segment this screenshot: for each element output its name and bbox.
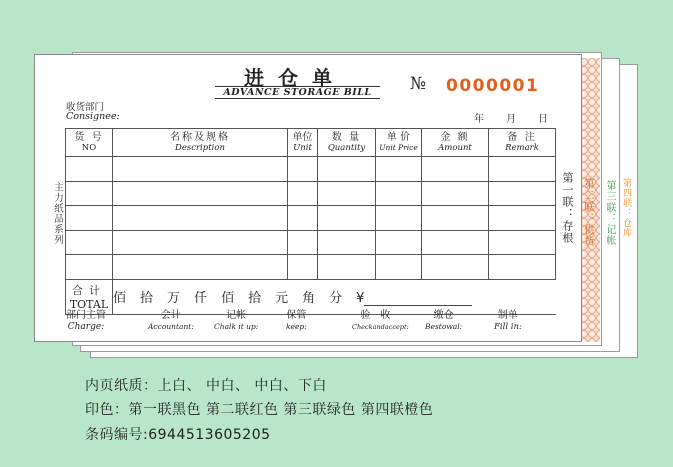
sig-keep: 保管 keep: bbox=[286, 310, 307, 331]
cell[interactable] bbox=[113, 255, 288, 280]
caption-barcode: 条码编号:6944513605205 bbox=[85, 427, 271, 443]
cell[interactable] bbox=[489, 230, 556, 255]
form-title-en: ADVANCE STORAGE BILL bbox=[215, 86, 380, 99]
cell[interactable] bbox=[318, 181, 376, 206]
header-cell: 单 价 Unit Price bbox=[376, 129, 422, 157]
cell[interactable] bbox=[318, 157, 376, 182]
cell[interactable] bbox=[66, 230, 113, 255]
cell[interactable] bbox=[113, 206, 288, 231]
sig-check: 验收 Checkandaccept: bbox=[352, 310, 409, 331]
yen-sign: ¥ bbox=[356, 291, 365, 306]
cell[interactable] bbox=[422, 206, 489, 231]
cell[interactable] bbox=[318, 206, 376, 231]
cell[interactable] bbox=[489, 255, 556, 280]
amount-in-words[interactable] bbox=[113, 279, 556, 314]
unit-char: 万 bbox=[167, 291, 181, 306]
items-table bbox=[65, 128, 556, 315]
date-year: 年 bbox=[474, 114, 484, 125]
cell[interactable] bbox=[489, 206, 556, 231]
unit-char: 佰 bbox=[221, 291, 235, 306]
yen-amount-line[interactable] bbox=[364, 293, 472, 306]
cell[interactable] bbox=[66, 181, 113, 206]
date-month: 月 bbox=[506, 114, 516, 125]
cell[interactable] bbox=[376, 206, 422, 231]
cell[interactable] bbox=[66, 255, 113, 280]
table-header bbox=[66, 129, 556, 157]
header-cell: 单位 Unit bbox=[288, 129, 318, 157]
cell[interactable] bbox=[288, 255, 318, 280]
unit-char: 角 bbox=[302, 291, 316, 306]
cell[interactable] bbox=[66, 206, 113, 231]
cell[interactable] bbox=[489, 181, 556, 206]
cell[interactable] bbox=[113, 230, 288, 255]
cell[interactable] bbox=[422, 255, 489, 280]
sig-chalk: 记帐 Chalk it up: bbox=[214, 310, 259, 331]
header-cell: 备 注 Remark bbox=[489, 129, 556, 157]
cell[interactable] bbox=[422, 230, 489, 255]
header-cell: 金 额 Amount bbox=[422, 129, 489, 157]
caption-paper: 内页纸质：上白、 中白、 中白、下白 bbox=[85, 378, 327, 394]
unit-char: 仟 bbox=[194, 291, 208, 306]
cell[interactable] bbox=[376, 181, 422, 206]
cell[interactable] bbox=[66, 157, 113, 182]
unit-char: 拾 bbox=[140, 291, 154, 306]
total-row bbox=[66, 279, 556, 314]
cell[interactable] bbox=[288, 230, 318, 255]
side-brand-label: 主力纸品系列 bbox=[52, 182, 63, 245]
copy4-label: 第四联：仓库 bbox=[621, 178, 631, 238]
cell[interactable] bbox=[422, 181, 489, 206]
unit-char: 元 bbox=[275, 291, 289, 306]
form-title-cn: 进仓单 bbox=[244, 66, 346, 90]
number-label: № bbox=[410, 74, 427, 94]
copy3-label: 第三联：记帐 bbox=[604, 180, 615, 246]
caption-colors: 印色：第一联黑色 第二联红色 第三联绿色 第四联橙色 bbox=[85, 402, 434, 418]
table-row bbox=[66, 255, 556, 280]
copy1-label: 第一联：存根 bbox=[561, 172, 574, 244]
cell[interactable] bbox=[376, 255, 422, 280]
cell[interactable] bbox=[318, 230, 376, 255]
serial-number: 0000001 bbox=[446, 76, 540, 96]
cell[interactable] bbox=[489, 157, 556, 182]
cell[interactable] bbox=[113, 157, 288, 182]
header-cell: 名称及规格 Description bbox=[113, 129, 288, 157]
cell[interactable] bbox=[318, 255, 376, 280]
date-day: 日 bbox=[538, 114, 548, 125]
unit-char: 拾 bbox=[248, 291, 262, 306]
cell[interactable] bbox=[288, 157, 318, 182]
unit-char: 佰 bbox=[113, 291, 127, 306]
cell[interactable] bbox=[376, 230, 422, 255]
header-cell: 货 号 NO bbox=[66, 129, 113, 157]
cell[interactable] bbox=[422, 157, 489, 182]
unit-char: 分 bbox=[329, 291, 343, 306]
copy2-label: 第二联：供货 bbox=[583, 178, 595, 247]
cell[interactable] bbox=[288, 206, 318, 231]
sig-accountant: 会计 Accountant: bbox=[148, 310, 194, 331]
table-row bbox=[66, 230, 556, 255]
sig-charge: 部门主管 Charge: bbox=[66, 310, 106, 332]
consignee-label-cn: 收货部门 bbox=[66, 102, 105, 113]
consignee-label-en: Consignee: bbox=[66, 111, 120, 122]
header-cell: 数 量 Quantity bbox=[318, 129, 376, 157]
table-row bbox=[66, 181, 556, 206]
cell[interactable] bbox=[113, 181, 288, 206]
table-row bbox=[66, 157, 556, 182]
table-row bbox=[66, 206, 556, 231]
cell[interactable] bbox=[288, 181, 318, 206]
total-label: 合计 TOTAL bbox=[66, 279, 113, 314]
sig-fill: 制单 Fill in: bbox=[494, 310, 522, 332]
cell[interactable] bbox=[376, 157, 422, 182]
sig-bestowal: 缴仓 Bestowal: bbox=[425, 310, 463, 331]
